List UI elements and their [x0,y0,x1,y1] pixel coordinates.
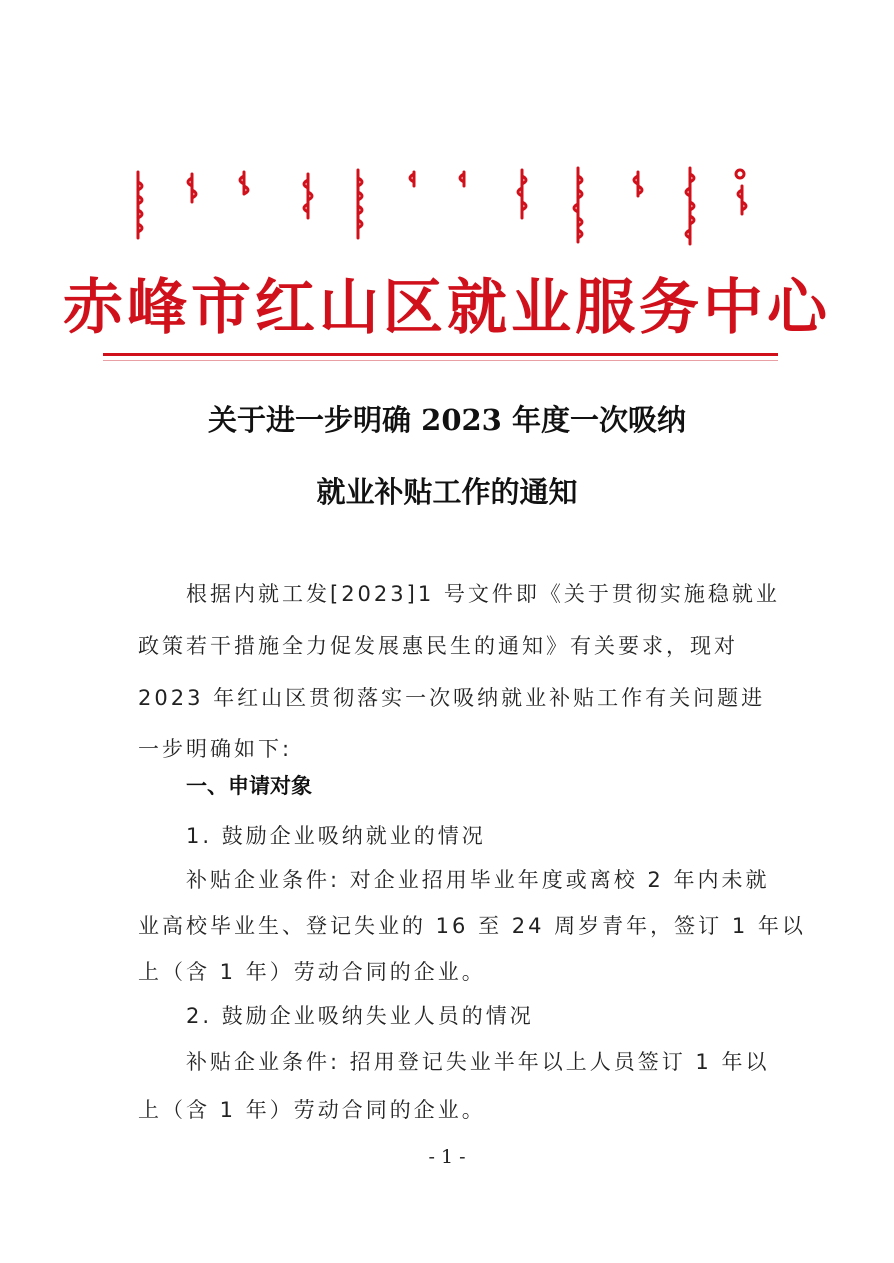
mongolian-script-header [130,160,750,260]
page-number: - 1 - [428,1146,466,1168]
item-2-heading: 2. 鼓励企业吸纳失业人员的情况 [186,1004,534,1028]
item-1-heading: 1. 鼓励企业吸纳就业的情况 [186,824,486,848]
item-1-line-2: 业高校毕业生、登记失业的 16 至 24 周岁青年，签订 1 年以 [138,914,806,938]
header-divider-thin [103,360,778,361]
document-title-line-2: 就业补贴工作的通知 [316,475,578,509]
paragraph-1-line-3: 2023 年红山区贯彻落实一次吸纳就业补贴工作有关问题进 [138,686,766,710]
document-title-line-1: 关于进一步明确 2023 年度一次吸纳 [208,403,686,437]
header-divider [103,353,778,356]
paragraph-1-line-1: 根据内就工发[2023]1 号文件即《关于贯彻实施稳就业 [186,582,780,606]
item-2-line-2: 上（含 1 年）劳动合同的企业。 [138,1098,486,1122]
item-1-line-3: 上（含 1 年）劳动合同的企业。 [138,960,486,984]
paragraph-1-line-2: 政策若干措施全力促发展惠民生的通知》有关要求，现对 [138,634,738,658]
item-1-line-1: 补贴企业条件: 对企业招用毕业年度或离校 2 年内未就 [186,868,770,892]
mongolian-script-logo [130,160,750,260]
paragraph-1-line-4: 一步明确如下: [138,737,293,761]
issuing-organization: 赤峰市红山区就业服务中心 [63,273,831,343]
section-heading-1: 一、申请对象 [186,774,312,798]
item-2-line-1: 补贴企业条件: 招用登记失业半年以上人员签订 1 年以 [186,1050,770,1074]
